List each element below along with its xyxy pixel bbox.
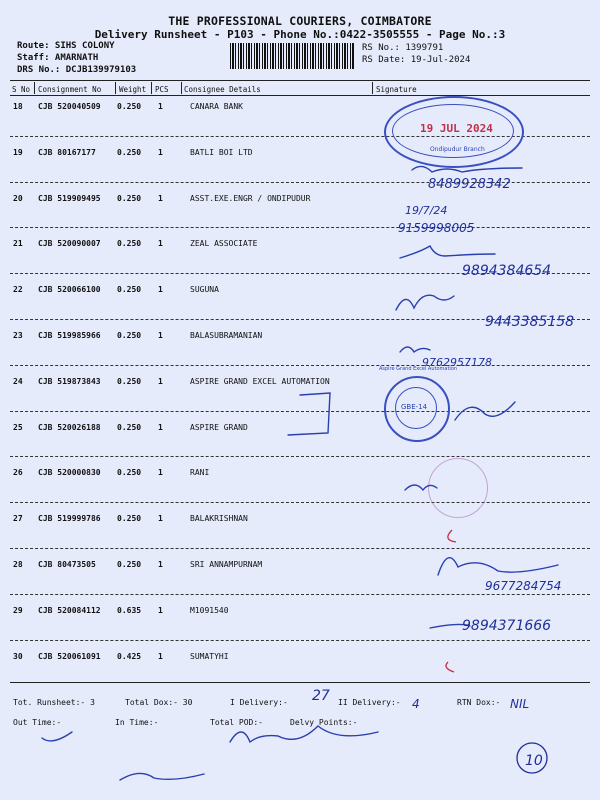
hw-phone-19: 8489928342: [428, 177, 511, 192]
row-consignment-no: CJB 520040509: [38, 102, 101, 111]
row-consignment-no: CJB 80473505: [38, 560, 96, 569]
row-pcs: 1: [158, 605, 163, 615]
row-pcs: 1: [158, 285, 163, 295]
row-sno: 18: [13, 102, 23, 111]
row-sno: 22: [13, 285, 23, 295]
col-consignee: Consignee Details: [184, 85, 261, 94]
runsheet-subtitle: Delivery Runsheet - P103 - Phone No.:0422-3505555 - Page No.:3: [94, 28, 506, 41]
hw-phone-20: 9159998005: [398, 221, 475, 235]
row-pcs: 1: [158, 376, 163, 386]
col-pcs: PCS: [155, 85, 169, 94]
row-sno: 30: [13, 651, 23, 661]
row-consignment-no: CJB 80167177: [38, 147, 96, 157]
row-weight: 0.250: [117, 285, 142, 295]
signature-row23: [400, 347, 430, 352]
signature-row21: [400, 246, 495, 258]
out-time-scribble: [42, 732, 72, 741]
row-sno: 21: [13, 239, 23, 249]
row-consignee: BATLI BOI LTD: [190, 147, 253, 157]
ii-delivery: II Delivery:-: [338, 698, 401, 707]
row-consignment-no: CJB 520026188: [38, 422, 101, 432]
row-consignee: ZEAL ASSOCIATE: [190, 239, 258, 249]
row-consignee: RANI: [190, 468, 210, 478]
row-sno: 23: [13, 331, 23, 340]
row-pcs: 1: [158, 468, 163, 478]
red-mark-row26: [448, 530, 456, 542]
row-weight: 0.250: [117, 102, 142, 111]
row-pcs: 1: [158, 514, 163, 524]
bank-stamp-branch: Ondipudur Branch: [430, 146, 485, 153]
row-sno: 25: [13, 422, 23, 432]
signature-row25: [455, 402, 515, 420]
i-delivery: I Delivery:-: [230, 698, 288, 707]
hw-date-20: 19/7/24: [405, 204, 448, 217]
out-time: Out Time:-: [13, 718, 62, 727]
hw-rtn: NIL: [510, 697, 530, 711]
total-dox: Total Dox:- 30: [125, 698, 193, 707]
row-consignment-no: CJB 519873843: [38, 376, 101, 386]
company-stamp-code: GBE-14: [401, 403, 428, 411]
hw-ii-delivery: 4: [412, 697, 420, 711]
rtn-dox: RTN Dox:-: [457, 698, 501, 707]
row-weight: 0.250: [117, 468, 142, 478]
hw-phone-23: 9762957178: [422, 356, 492, 369]
route-label: Route: SIHS COLONY: [17, 41, 115, 51]
row-pcs: 1: [158, 651, 163, 661]
row-consignment-no: CJB 520084112: [38, 605, 101, 615]
in-time: In Time:-: [115, 718, 159, 727]
bank-stamp-date: 19 JUL 2024: [420, 122, 493, 135]
row-weight: 0.250: [117, 376, 142, 386]
row-consignee: SRI ANNAMPURNAM: [190, 560, 263, 569]
row-weight: 0.635: [117, 605, 142, 615]
drs-label: DRS No.: DCJB139979103: [17, 65, 137, 75]
row-consignment-no: CJB 519999786: [38, 514, 101, 524]
total-pod: Total POD:-: [210, 718, 263, 727]
delvy-points: Delvy Points:-: [290, 718, 358, 727]
row-weight: 0.250: [117, 560, 142, 569]
row-pcs: 1: [158, 422, 163, 432]
row-consignee: M1091540: [190, 605, 229, 615]
row-consignment-no: CJB 519985966: [38, 331, 101, 340]
col-weight: Weight: [119, 85, 147, 94]
runsheet-title: THE PROFESSIONAL COURIERS, COIMBATORE: [168, 14, 432, 28]
row-consignee: ASST.EXE.ENGR / ONDIPUDUR: [190, 193, 311, 203]
row-sno: 24: [13, 376, 23, 386]
signature-row19: [412, 166, 522, 172]
row-weight: 0.250: [117, 239, 142, 249]
row-weight: 0.250: [117, 422, 142, 432]
footer-scribble: [120, 773, 204, 780]
row-consignment-no: CJB 520066100: [38, 285, 101, 295]
row-weight: 0.425: [117, 651, 142, 661]
row-sno: 27: [13, 514, 23, 524]
row-consignee: ASPIRE GRAND: [190, 422, 248, 432]
signature-row28: [438, 558, 558, 575]
row-weight: 0.250: [117, 147, 142, 157]
row-pcs: 1: [158, 560, 163, 569]
hw-phone-29: 9894371666: [462, 618, 552, 634]
row-pcs: 1: [158, 331, 163, 340]
hw-phone-22: 9443385158: [485, 314, 575, 330]
row-consignee: BALASUBRAMANIAN: [190, 331, 263, 340]
row-consignee: BALAKRISHNAN: [190, 514, 248, 524]
row-pcs: 1: [158, 102, 163, 111]
row-sno: 29: [13, 605, 23, 615]
signature-row24: [288, 393, 330, 435]
row-consignee: CANARA BANK: [190, 102, 243, 111]
row-sno: 26: [13, 468, 23, 478]
hw-phone-28: 9677284754: [485, 579, 562, 593]
red-mark-row30: [446, 662, 454, 672]
col-consignment: Consignment No: [38, 85, 102, 94]
row-sno: 28: [13, 560, 23, 569]
footer-signature: [230, 726, 378, 742]
signature-row26: [405, 485, 437, 490]
row-consignee: SUGUNA: [190, 285, 219, 295]
row-weight: 0.250: [117, 514, 142, 524]
row-weight: 0.250: [117, 331, 142, 340]
hw-pod: 10: [525, 753, 543, 769]
col-sno: S No: [12, 85, 31, 94]
rs-number: RS No.: 1399791: [362, 43, 444, 53]
tot-runsheet: Tot. Runsheet:- 3: [13, 698, 95, 707]
row-consignment-no: CJB 520090007: [38, 239, 101, 249]
row-consignee: ASPIRE GRAND EXCEL AUTOMATION: [190, 376, 330, 386]
row-weight: 0.250: [117, 193, 142, 203]
company-stamp-name: Aspire Grand Excel Automation: [378, 366, 458, 372]
signature-row22: [396, 295, 454, 310]
hw-phone-21: 9894384654: [462, 263, 552, 279]
row-pcs: 1: [158, 147, 163, 157]
hw-i-delivery: 27: [312, 688, 330, 704]
row-sno: 19: [13, 147, 23, 157]
row-pcs: 1: [158, 239, 163, 249]
staff-label: Staff: AMARNATH: [17, 53, 99, 63]
row-consignment-no: CJB 520000830: [38, 468, 101, 478]
row-sno: 20: [13, 193, 23, 203]
row-consignee: SUMATYHI: [190, 651, 229, 661]
row-consignment-no: CJB 520061091: [38, 651, 101, 661]
row-consignment-no: CJB 519909495: [38, 193, 101, 203]
row-pcs: 1: [158, 193, 163, 203]
rs-date: RS Date: 19-Jul-2024: [362, 55, 471, 65]
col-signature: Signature: [376, 85, 417, 94]
